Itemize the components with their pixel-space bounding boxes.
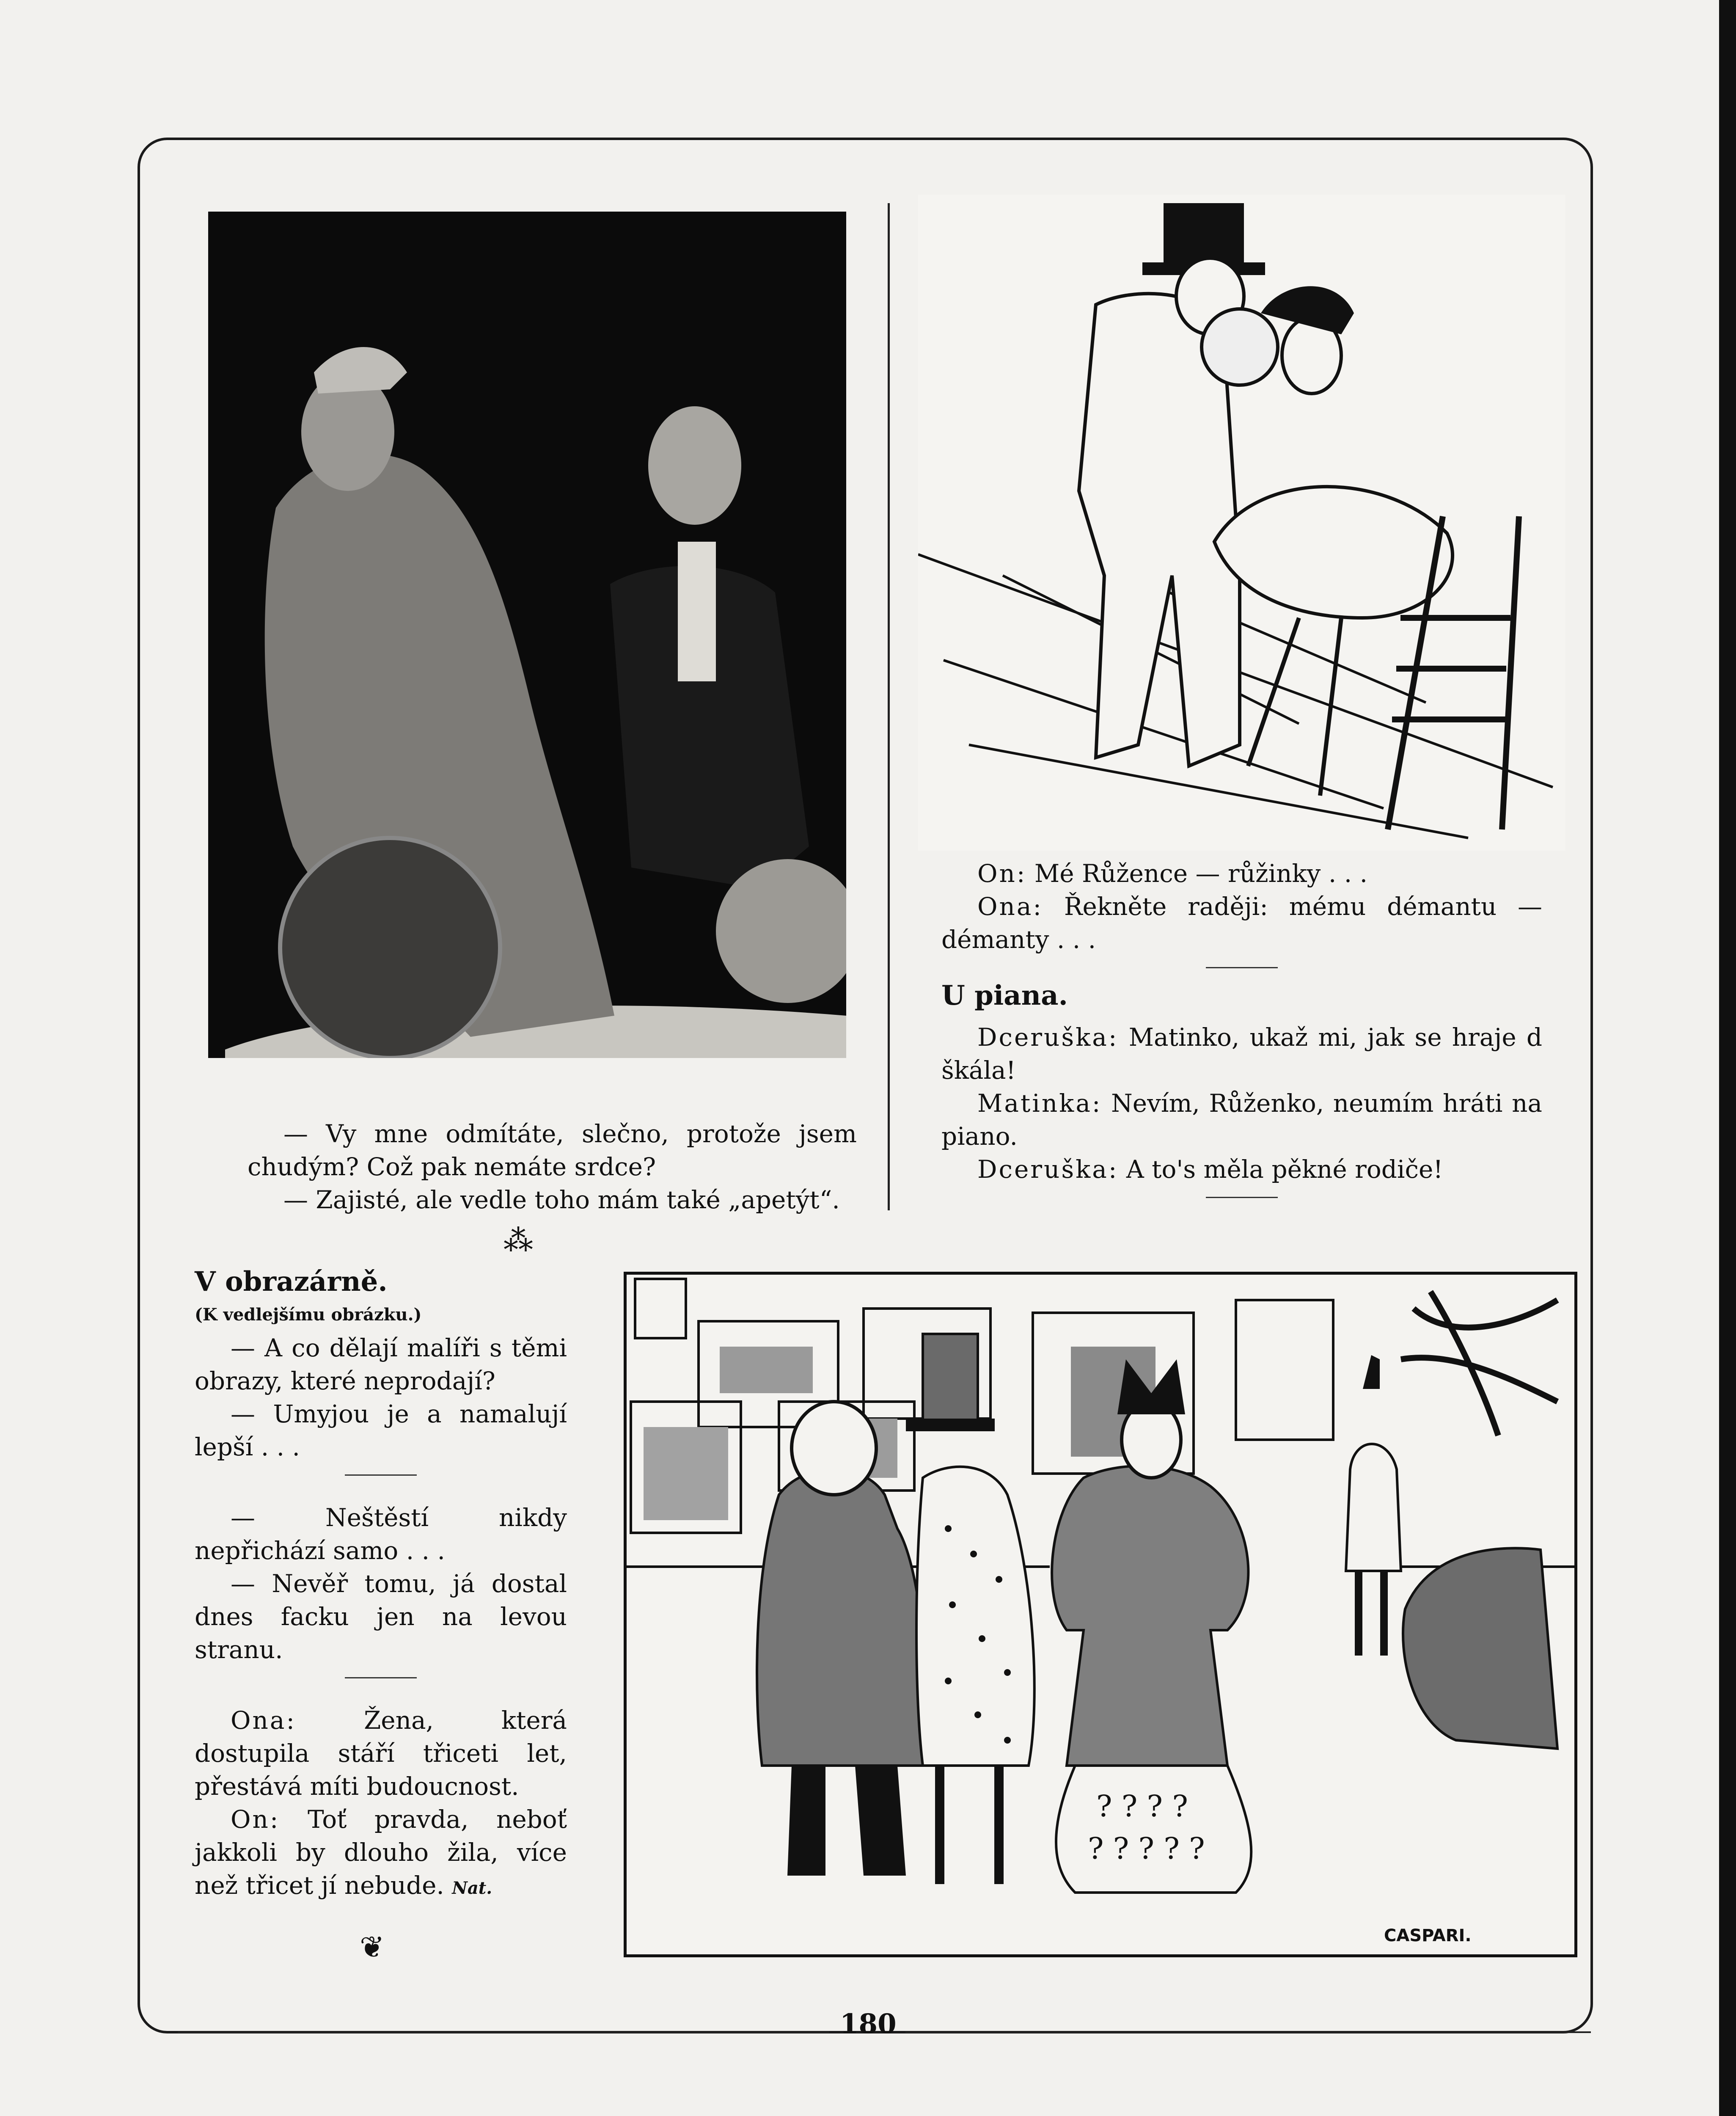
artist-signature: CASPARI. xyxy=(1384,1926,1472,1945)
speaker-ona-2: Ona: xyxy=(231,1706,297,1735)
speaker-matinka: Matinka: xyxy=(977,1089,1102,1118)
page-number: 180 xyxy=(840,2008,897,2040)
illustration-man-with-flowers xyxy=(918,195,1565,851)
caption-line-1: — Vy mne odmítáte, slečno, protože jsem chudým? Což pak nemáte srdce? xyxy=(248,1119,857,1181)
u-piana-line-2: Nevím, Růženko, neumím hráti na piano. xyxy=(941,1089,1542,1151)
footer-rule-left xyxy=(178,2031,829,2033)
u-piana-line-1: Matinko, ukaž mi, jak se hraje d škála! xyxy=(941,1023,1543,1085)
zena-on-text: Toť pravda, neboť jakkoli by dlouho žila, více než třicet jí nebude. xyxy=(195,1805,567,1900)
speaker-on: On: xyxy=(977,859,1027,888)
nestesti-answer: — Nevěř tomu, já dostal dnes facku jen na levou stranu. xyxy=(195,1569,567,1664)
obrazarne-question: — A co dělají malíři s těmi obrazy, které neprodají? xyxy=(195,1334,567,1395)
caption-flowers xyxy=(941,857,1542,1209)
caption-line-2: — Zajisté, ale vedle toho mám také „apetýt“. xyxy=(283,1185,840,1214)
column-rule xyxy=(888,203,890,1210)
separator-rule xyxy=(345,1474,417,1476)
speaker-dceruska-2: Dceruška: xyxy=(977,1155,1119,1184)
column-jokes xyxy=(195,1265,567,1905)
caption-flowers-on: Mé Růžence — růžinky . . . xyxy=(1034,859,1368,888)
svg-text:? ? ? ? ?: ? ? ? ? ? xyxy=(1088,1831,1205,1866)
subheading-obrazarne: (K vedlejšímu obrázku.) xyxy=(195,1305,422,1325)
caption-painting xyxy=(248,1117,857,1216)
speaker-on-2: On: xyxy=(231,1805,280,1834)
heading-v-obrazarne: V obrazárně. xyxy=(195,1266,388,1298)
svg-text:? ? ? ?: ? ? ? ? xyxy=(1096,1789,1188,1824)
separator-rule xyxy=(1206,1197,1278,1198)
ornament-star: ⁂ xyxy=(503,1223,533,1258)
ornament-fleuron: ❦ xyxy=(360,1930,385,1964)
speaker-dceruska-1: Dceruška: xyxy=(977,1023,1119,1052)
zena-ona-text: Žena, která dostupila stáří třiceti let, přestává míti budoucnost. xyxy=(195,1706,567,1801)
illustration-gallery xyxy=(624,1272,1577,1957)
separator-rule xyxy=(345,1677,417,1678)
author-signature: Nat. xyxy=(452,1878,492,1898)
u-piana-line-3: A to's měla pěkné rodiče! xyxy=(1126,1155,1443,1184)
page-edge xyxy=(1719,0,1736,2116)
nestesti-question: — Neštěstí nikdy nepřichází samo . . . xyxy=(195,1503,567,1565)
speaker-ona: Ona: xyxy=(977,892,1043,921)
obrazarne-answer: — Umyjou je a namalují lepší . . . xyxy=(195,1400,567,1461)
footer-rule-right xyxy=(905,2031,1591,2033)
illustration-couple-painting xyxy=(208,212,846,1058)
caption-flowers-ona: Řekněte raději: mému démantu — démanty . . . xyxy=(941,892,1543,954)
separator-rule xyxy=(1206,967,1278,968)
heading-u-piana: U piana. xyxy=(941,980,1068,1011)
